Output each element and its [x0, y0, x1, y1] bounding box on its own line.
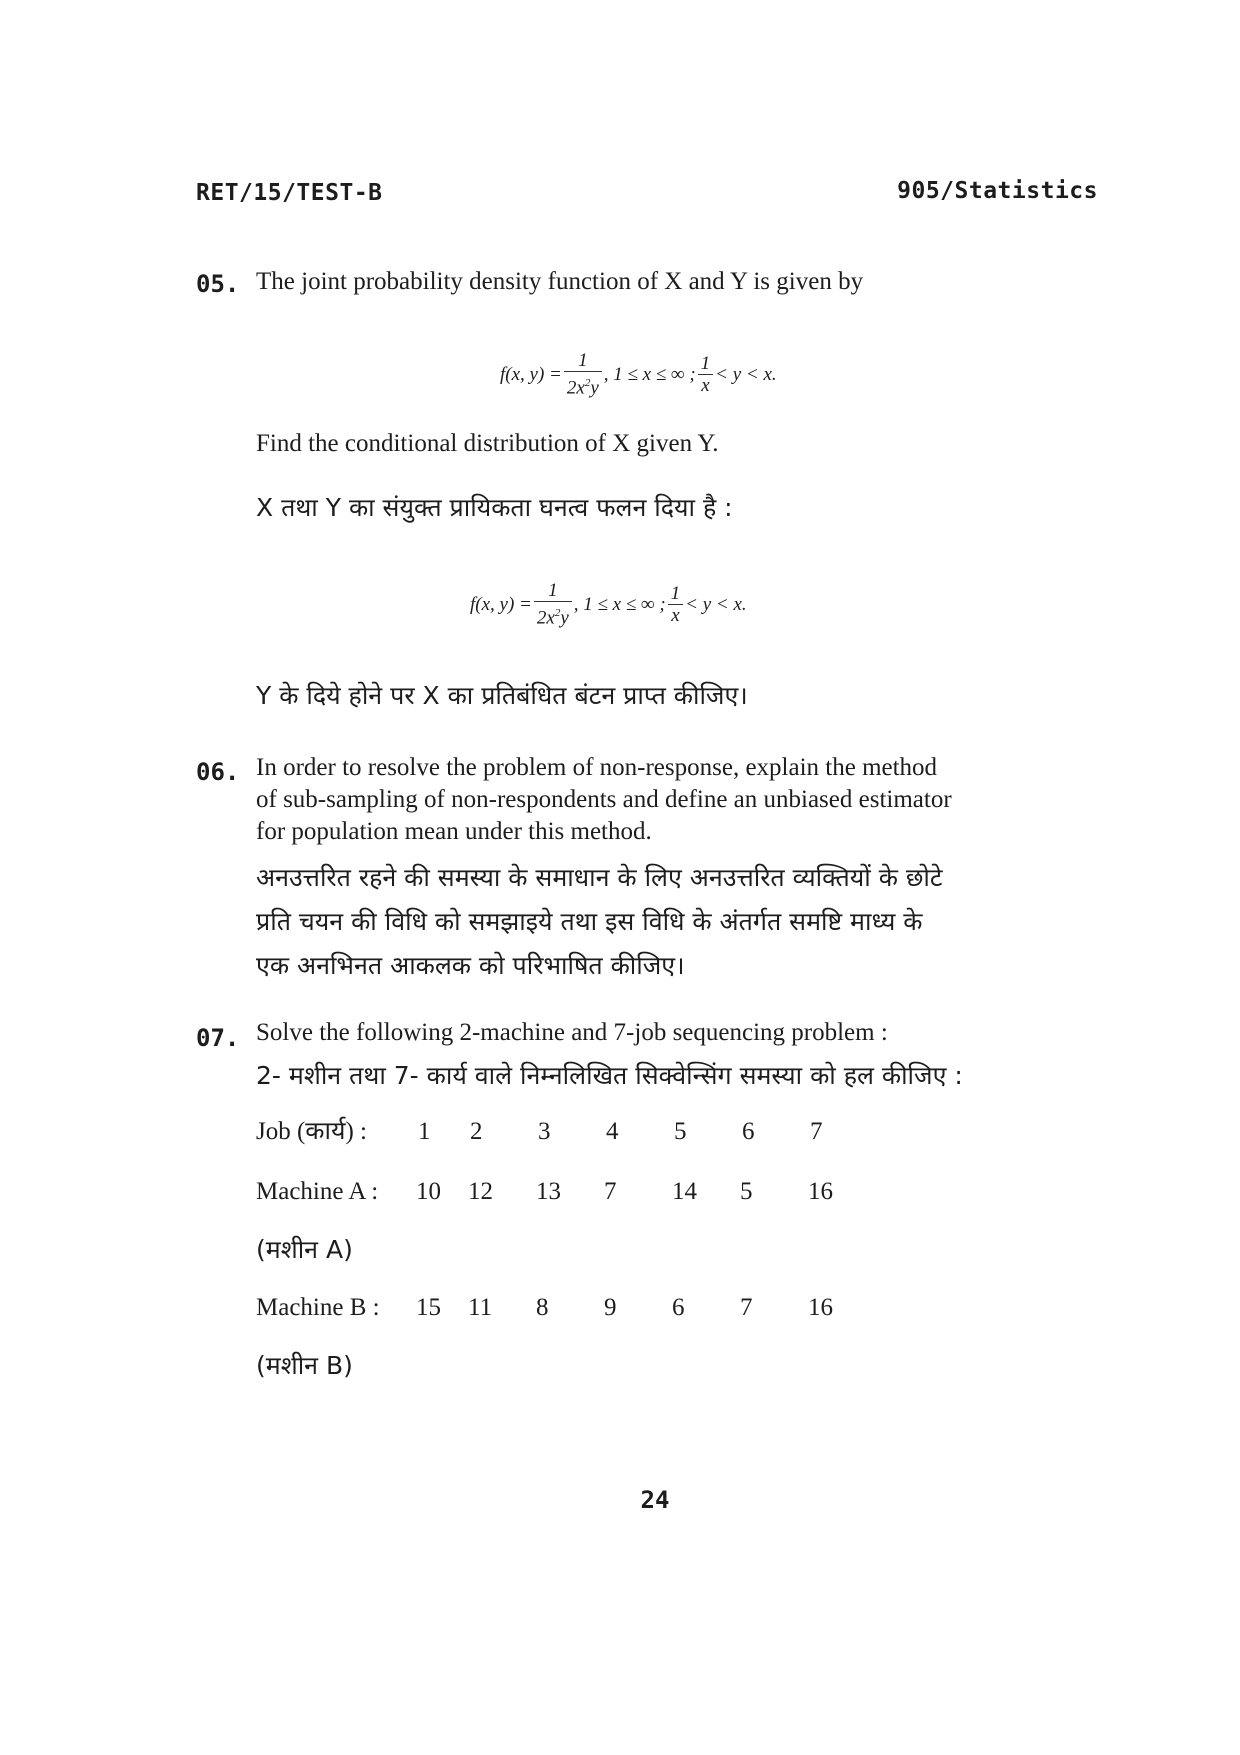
question-text-hi: X तथा Y का संयुक्त प्रायिकता घनत्व फलन दिया है :	[256, 493, 733, 522]
table-cell: 8	[536, 1294, 549, 1321]
formula-hi: f(x, y) = $\frac{1}{2x^2y}$ , 1 ≤ x ≤ ∞ ; $\frac{1}{x}$ < y < x.	[470, 580, 747, 629]
machine-a-row	[256, 1176, 876, 1208]
table-cell: 13	[536, 1178, 561, 1205]
table-cell: 4	[606, 1118, 619, 1145]
table-cell: 9	[604, 1294, 617, 1321]
find-text-hi: Y के दिये होने पर X का प्रतिबंधित बंटन प्राप्त कीजिए।	[256, 681, 748, 710]
machine-b-hi: (मशीन B)	[256, 1351, 353, 1380]
question-text-line-1: In order to resolve the problem of non-response, explain the method	[256, 754, 938, 781]
machine-b-row	[256, 1292, 876, 1324]
question-text-hi: 2- मशीन तथा 7- कार्य वाले निम्नलिखित सिक्वेन्सिंग समस्या को हल कीजिए :	[256, 1061, 963, 1090]
machine-b-label: Machine B :	[256, 1294, 380, 1321]
formula-en	[500, 350, 777, 399]
question-text-line-2: of sub-sampling of non-respondents and define an unbiased estimator	[256, 786, 952, 813]
table-cell: 3	[538, 1118, 551, 1145]
table-cell: 11	[468, 1294, 493, 1321]
question-text-hi-line-2: प्रति चयन की विधि को समझाइये तथा इस विधि के अंतर्गत समष्टि माध्य के	[256, 907, 923, 936]
header-right: 905/Statistics	[897, 178, 1098, 204]
formula-tail: < y < x.	[715, 363, 777, 385]
question-text-line-3: for population mean under this method.	[256, 818, 652, 845]
table-cell: 2	[470, 1118, 483, 1145]
question-text: Solve the following 2-machine and 7-job sequencing problem :	[256, 1019, 888, 1046]
page-number: 24	[640, 1486, 670, 1514]
question-number: 06.	[196, 758, 240, 786]
question-number: 05.	[196, 270, 240, 298]
table-cell: 5	[674, 1118, 687, 1145]
table-cell: 5	[740, 1178, 753, 1205]
table-cell: 16	[808, 1178, 833, 1205]
table-cell: 14	[672, 1178, 697, 1205]
table-cell: 7	[740, 1294, 753, 1321]
table-cell: 7	[604, 1178, 617, 1205]
table-cell: 7	[810, 1118, 823, 1145]
question-text-hi-line-3: एक अनभिनत आकलक को परिभाषित कीजिए।	[256, 951, 685, 980]
formula-condition: , 1 ≤ x ≤ ∞ ;	[603, 363, 696, 385]
table-cell: 6	[672, 1294, 685, 1321]
table-cell: 1	[418, 1118, 431, 1145]
question-number: 07.	[196, 1024, 240, 1052]
table-cell: 6	[742, 1118, 755, 1145]
question-text: The joint probability density function of X and Y is given by	[256, 268, 864, 295]
machine-a-hi: (मशीन A)	[256, 1235, 353, 1264]
find-text-en: Find the conditional distribution of X given Y.	[256, 430, 719, 457]
table-cell: 15	[416, 1294, 441, 1321]
job-label: Job (कार्य) :	[256, 1118, 368, 1145]
header-left: RET/15/TEST-B	[196, 180, 383, 206]
formula-fraction-2: $\frac{1}{x}$	[698, 353, 714, 397]
formula-fraction: $\frac{1}{2x^2y}$	[564, 350, 602, 399]
machine-a-label: Machine A :	[256, 1178, 379, 1205]
question-text-hi-line-1: अनउत्तरित रहने की समस्या के समाधान के लिए अनउत्तरित व्यक्तियों के छोटे	[256, 863, 943, 892]
table-cell: 12	[468, 1178, 493, 1205]
table-cell: 10	[416, 1178, 441, 1205]
table-cell: 16	[808, 1294, 833, 1321]
job-row	[256, 1116, 878, 1148]
formula-lhs: f(x, y) =	[500, 363, 562, 385]
